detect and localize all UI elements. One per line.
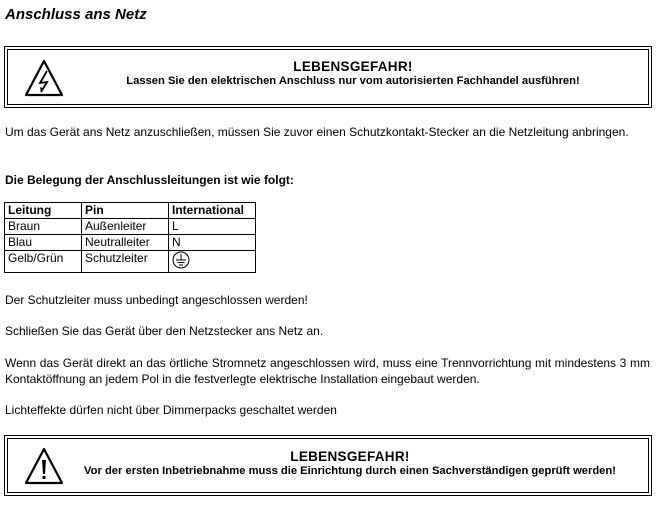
table-heading: Die Belegung der Anschlussleitungen ist wie folgt: xyxy=(5,173,294,187)
table-row xyxy=(5,219,256,235)
cell-leitung: Gelb/Grün xyxy=(5,251,82,273)
plug-paragraph: Schließen Sie das Gerät über den Netzstecker ans Netz an. xyxy=(5,324,324,338)
danger-text: Vor der ersten Inbetriebnahme muss die Einrichtung durch einen Sachverständigen geprüft werden! xyxy=(84,465,616,477)
cell-pin: Neutralleiter xyxy=(82,235,169,251)
protective-earth-icon xyxy=(172,251,190,269)
danger-title: LEBENSGEFAHR! xyxy=(293,59,413,74)
cell-international xyxy=(169,251,256,273)
cell-international: N xyxy=(169,235,256,251)
dimmer-paragraph: Lichteffekte dürfen nicht über Dimmerpacks geschaltet werden xyxy=(5,403,337,417)
wiring-table xyxy=(4,202,256,273)
cell-leitung: Braun xyxy=(5,219,82,235)
section-title: Anschluss ans Netz xyxy=(5,6,147,23)
table-header-row xyxy=(5,203,256,219)
danger-box-inspection xyxy=(4,435,652,496)
column-header-leitung: Leitung xyxy=(5,203,82,219)
cell-international: L xyxy=(169,219,256,235)
cell-pin: Außenleiter xyxy=(82,219,169,235)
ground-paragraph: Der Schutzleiter muss unbedingt angeschlossen werden! xyxy=(5,293,308,307)
column-header-pin: Pin xyxy=(82,203,169,219)
danger-box-electrical xyxy=(4,46,652,108)
direct-connection-paragraph: Wenn das Gerät direkt an das örtliche Stromnetz angeschlossen wird, muss eine Trennvorrichtung mit mindestens 3 mm Kontaktöffnung an jedem Pol in die festverlegte elektrische Installation eingebaut werden. xyxy=(5,356,650,386)
column-header-international: International xyxy=(169,203,256,219)
intro-paragraph: Um das Gerät ans Netz anzuschließen, müssen Sie zuvor einen Schutzkontakt-Stecker an die Netzleitung anbringen. xyxy=(5,125,629,139)
table-row xyxy=(5,235,256,251)
danger-title: LEBENSGEFAHR! xyxy=(290,449,410,464)
cell-pin: Schutzleiter xyxy=(82,251,169,273)
table-row xyxy=(5,251,256,273)
danger-text: Lassen Sie den elektrischen Anschluss nur vom autorisierten Fachhandel ausführen! xyxy=(126,75,580,87)
cell-leitung: Blau xyxy=(5,235,82,251)
